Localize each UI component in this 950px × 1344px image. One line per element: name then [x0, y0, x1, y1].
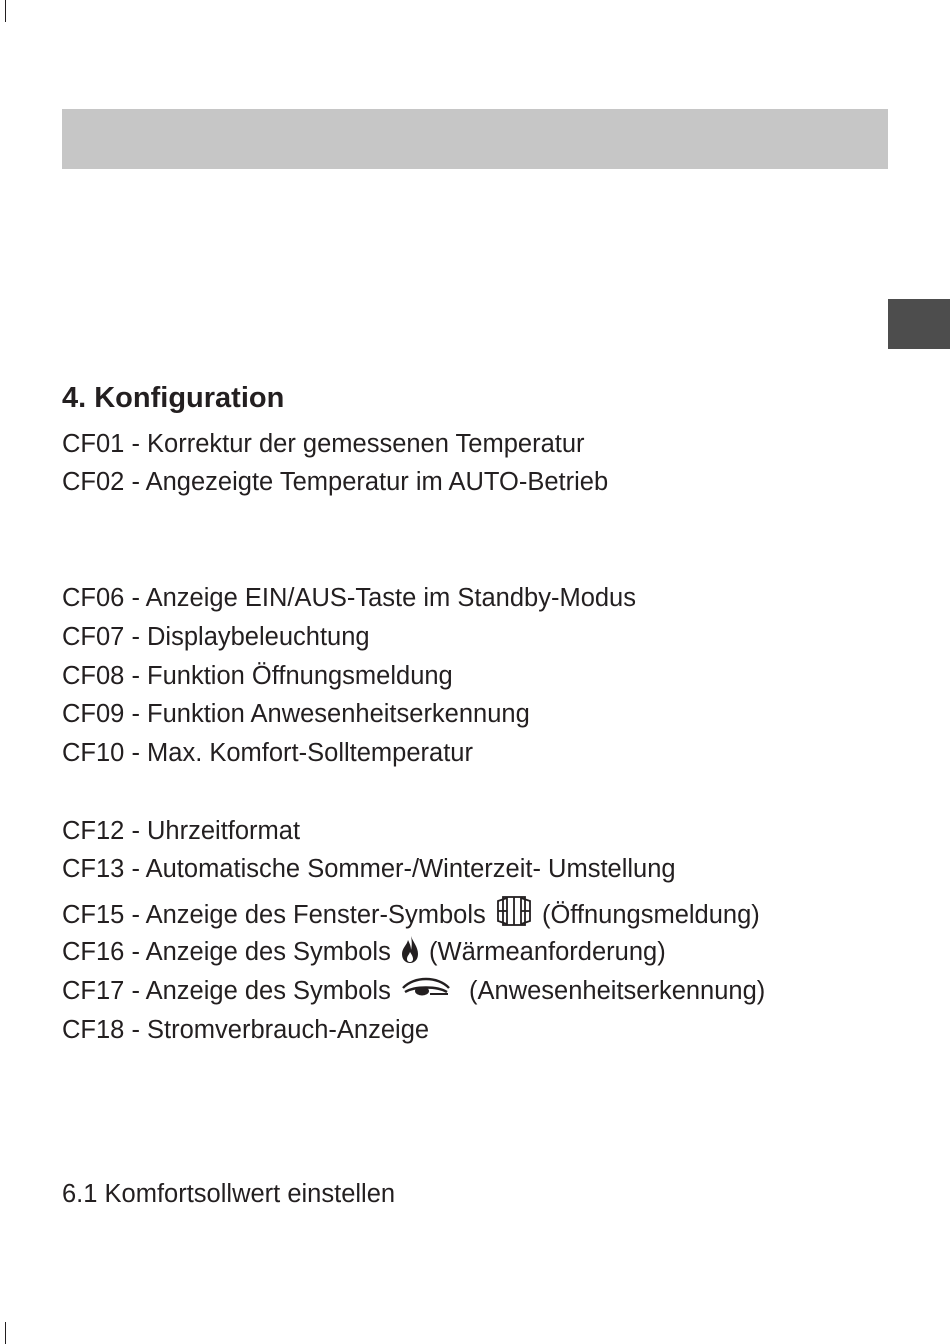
config-item-cf18: CF18 - Stromverbrauch-Anzeige	[62, 1016, 430, 1044]
window-icon	[495, 895, 533, 935]
config-item-cf07: CF07 - Displaybeleuchtung	[62, 623, 370, 651]
config-item-cf15	[62, 895, 760, 935]
header-band	[62, 109, 888, 169]
config-item-cf09: CF09 - Funktion Anwesenheitserkennung	[62, 700, 530, 728]
config-item-cf08: CF08 - Funktion Öffnungsmeldung	[62, 662, 453, 690]
config-item-cf06: CF06 - Anzeige EIN/AUS-Taste im Standby-Modus	[62, 584, 636, 612]
config-item-cf17	[62, 975, 765, 1011]
eye-icon	[400, 977, 452, 1011]
cf17-suffix: (Anwesenheitserkennung)	[469, 977, 766, 1005]
config-item-cf01: CF01 - Korrektur der gemessenen Temperatur	[62, 430, 585, 458]
config-item-cf02: CF02 - Angezeigte Temperatur im AUTO-Betrieb	[62, 468, 609, 496]
crop-mark-top	[5, 0, 6, 22]
section-title: 4. Konfiguration	[62, 382, 285, 414]
cf15-label: CF15 - Anzeige des Fenster-Symbols	[62, 901, 486, 929]
cf16-label: CF16 - Anzeige des Symbols	[62, 938, 391, 966]
config-item-cf16	[62, 934, 666, 972]
chapter-tab	[888, 299, 950, 349]
config-item-cf10: CF10 - Max. Komfort-Solltemperatur	[62, 739, 473, 767]
subsection-heading: 6.1 Komfortsollwert einstellen	[62, 1180, 396, 1208]
flame-icon	[400, 934, 420, 972]
cf17-label: CF17 - Anzeige des Symbols	[62, 977, 391, 1005]
config-item-cf12: CF12 - Uhrzeitformat	[62, 817, 301, 845]
cf16-suffix: (Wärmeanforderung)	[429, 938, 666, 966]
config-item-cf13: CF13 - Automatische Sommer-/Winterzeit- Umstellung	[62, 855, 676, 883]
cf15-suffix: (Öffnungsmeldung)	[541, 901, 760, 929]
crop-mark-bottom	[5, 1322, 6, 1344]
